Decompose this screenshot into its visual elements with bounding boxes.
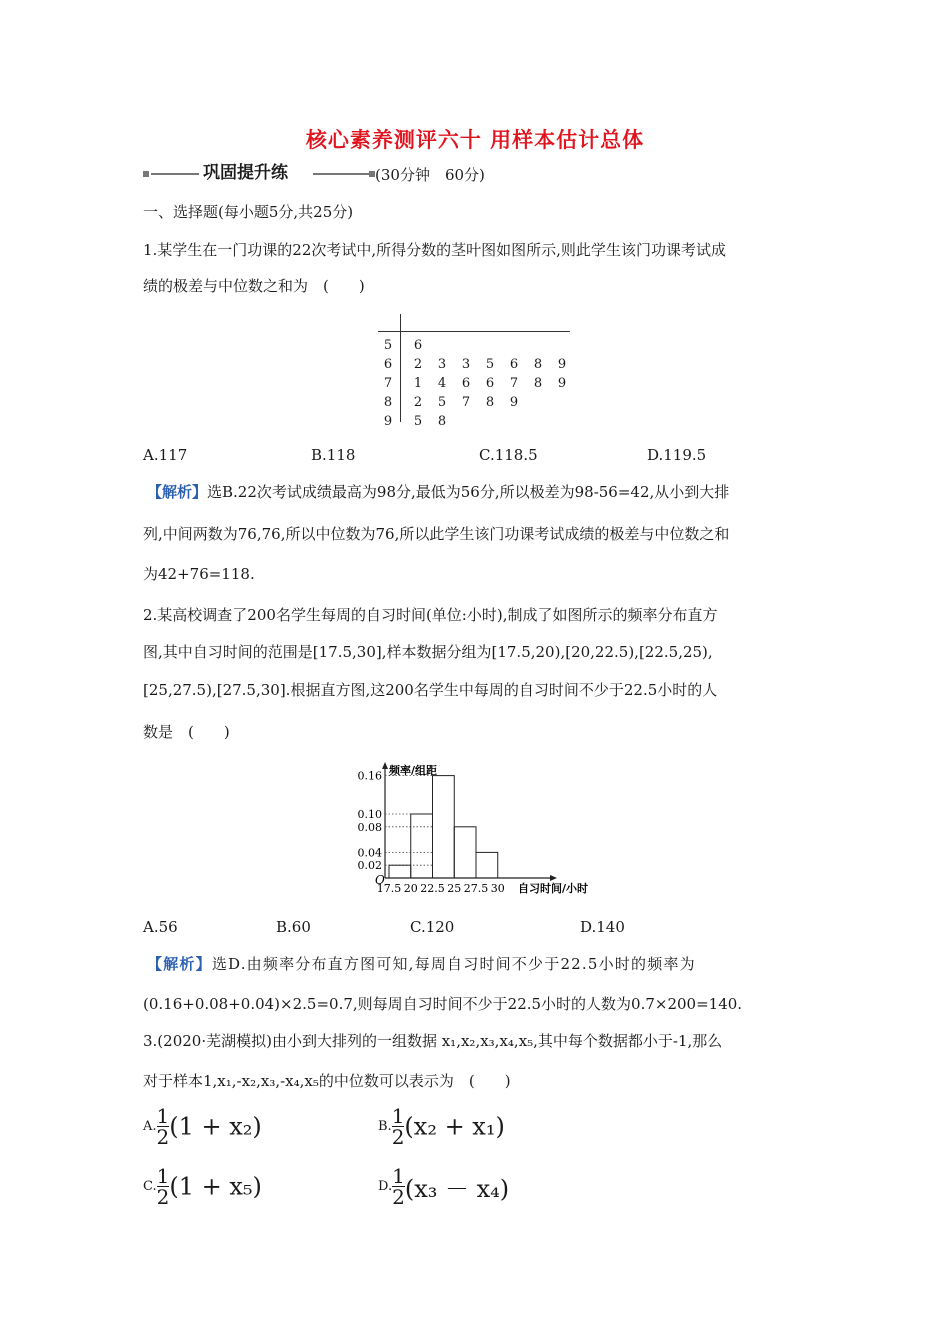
leaf-value: 9 (557, 376, 567, 391)
leaf-value: 2 (413, 357, 423, 372)
q2-option-d[interactable]: D.140 (580, 918, 625, 936)
stem-value: 6 (383, 357, 393, 372)
q2-option-c[interactable]: C.120 (410, 918, 455, 936)
q2-option-a[interactable]: A.56 (143, 918, 178, 936)
leaf-value: 3 (437, 357, 447, 372)
q3-option-d[interactable] (378, 1166, 509, 1207)
origin-label: O (375, 873, 385, 887)
q3-option-c-fraction (157, 1166, 170, 1207)
q3-option-a-label: A. (143, 1119, 157, 1134)
q1-analysis1-text: 选B.22次考试成绩最高为98分,最低为56分,所以极差为98-56=42,从小到大排 (207, 483, 730, 501)
leaf-value: 5 (437, 395, 447, 410)
stem-gap (398, 393, 406, 412)
leaf-value: 8 (533, 376, 543, 391)
leaf-value: 6 (509, 357, 519, 372)
q3-option-c-label: C. (143, 1179, 157, 1194)
q1-option-b[interactable]: B.118 (311, 446, 356, 464)
stem-leaf-row (378, 355, 574, 374)
histogram-bar (454, 827, 476, 878)
q3-option-a-expr: (1 + x₂) (169, 1112, 262, 1141)
q3-option-a-fraction (157, 1106, 170, 1147)
stem-gap (398, 374, 406, 393)
x-tick-label: 30 (490, 882, 505, 895)
x-tick-label: 20 (403, 882, 418, 895)
q3-option-c-expr: (1 + x₅) (169, 1172, 262, 1201)
stem-leaf-hline (378, 331, 570, 332)
histogram-bar (433, 776, 455, 878)
q3-line2: 对于样本1,x₁,-x₂,x₃,-x₄,x₅的中位数可以表示为 ( ) (143, 1072, 511, 1090)
leaf-value: 6 (485, 376, 495, 391)
stem-gap (398, 336, 406, 355)
q2-line2: 图,其中自习时间的范围是[17.5,30],样本数据分组为[17.5,20),[20,22.5),[22.5,25), (143, 643, 713, 661)
q3-option-d-num: 1 (392, 1164, 405, 1188)
q2-option-b[interactable]: B.60 (276, 918, 311, 936)
q3-option-d-expr: (x₃ － x₄) (404, 1175, 510, 1203)
stem-leaf-row (378, 412, 574, 431)
stem-leaf-row (378, 336, 574, 355)
leaf-value: 7 (461, 395, 471, 410)
x-axis-label: 自习时间/小时 (518, 882, 589, 895)
x-tick-label: 22.5 (420, 882, 445, 895)
q2-analysis1 (147, 954, 696, 974)
q2-line1: 2.某高校调查了200名学生每周的自习时间(单位:小时),制成了如图所示的频率分布直方 (143, 606, 718, 624)
q3-option-b[interactable] (378, 1106, 505, 1147)
q3-option-b-label: B. (378, 1119, 392, 1134)
q3-line1: 3.(2020·芜湖模拟)由小到大排列的一组数据 x₁,x₂,x₃,x₄,x₅,其中每个数据都小于-1,那么 (143, 1032, 723, 1050)
stem-value: 7 (383, 376, 393, 391)
q3-option-d-label: D. (378, 1179, 393, 1194)
leaf-value: 1 (413, 376, 423, 391)
q1-line1: 1.某学生在一门功课的22次考试中,所得分数的茎叶图如图所示,则此学生该门功课考试成 (143, 241, 726, 259)
leaf-value: 8 (437, 414, 447, 429)
stem-value: 8 (383, 395, 393, 410)
banner-line-left (151, 173, 199, 175)
leaf-value: 9 (557, 357, 567, 372)
q2-analysis2: (0.16+0.08+0.04)×2.5=0.7,则每周自习时间不少于22.5小时的人数为0.7×200=140. (143, 995, 743, 1013)
q3-option-d-fraction (392, 1166, 405, 1207)
q3-option-c-num: 1 (156, 1164, 170, 1188)
banner-time: (30分钟 60分) (375, 166, 485, 184)
leaf-value: 2 (413, 395, 423, 410)
q1-analysis2: 列,中间两数为76,76,所以中位数为76,所以此学生该门功课考试成绩的极差与中位数之和 (143, 525, 730, 543)
stem-leaf-plot (378, 314, 578, 429)
q3-option-a-den: 2 (156, 1125, 170, 1149)
q1-analysis3: 为42+76=118. (143, 565, 255, 583)
q2-line4: 数是 ( ) (143, 723, 230, 741)
banner-dot-left (143, 171, 149, 177)
stem-value: 9 (383, 414, 393, 429)
leaf-value: 9 (509, 395, 519, 410)
banner-label: 巩固提升练 (203, 163, 288, 183)
leaf-value: 7 (509, 376, 519, 391)
y-tick-label: 0.16 (357, 769, 382, 783)
x-axis-arrow (550, 875, 557, 881)
x-tick-label: 27.5 (463, 882, 489, 895)
leaf-value: 8 (533, 357, 543, 372)
histogram-bar (389, 865, 411, 878)
q3-option-d-den: 2 (392, 1185, 405, 1209)
histogram-bar (411, 814, 433, 878)
q2-analysis1-text: 选D.由频率分布直方图可知,每周自习时间不少于22.5小时的频率为 (211, 955, 696, 973)
q1-option-d[interactable]: D.119.5 (647, 446, 707, 464)
page-title: 核心素养测评六十 用样本估计总体 (305, 128, 645, 152)
q3-option-c[interactable] (143, 1166, 262, 1207)
q1-line2: 绩的极差与中位数之和为 ( ) (143, 277, 365, 295)
q1-option-c[interactable]: C.118.5 (479, 446, 538, 464)
histogram-bar (476, 852, 498, 878)
q3-option-b-expr: (x₂ + x₁) (404, 1112, 505, 1141)
y-axis-arrow (382, 762, 388, 769)
y-axis-label: 频率/组距 (389, 764, 438, 777)
leaf-value: 6 (461, 376, 471, 391)
stem-value: 5 (383, 338, 393, 353)
y-tick-label: 0.04 (357, 846, 382, 860)
q3-option-b-num: 1 (391, 1104, 405, 1128)
leaf-value: 4 (437, 376, 447, 391)
stem-leaf-row (378, 393, 574, 412)
q1-analysis1 (147, 482, 729, 502)
stem-leaf-row (378, 374, 574, 393)
q3-option-b-den: 2 (391, 1125, 405, 1149)
q2-line3: [25,27.5),[27.5,30].根据直方图,这200名学生中每周的自习时间不少于22.5小时的人 (143, 681, 718, 699)
leaf-value: 3 (461, 357, 471, 372)
stem-leaf-table (378, 336, 574, 431)
banner-line-right (313, 173, 369, 175)
leaf-value: 6 (413, 338, 423, 353)
frequency-histogram (350, 760, 610, 900)
stem-gap (398, 412, 406, 431)
q3-option-b-fraction (392, 1106, 405, 1147)
y-tick-label: 0.10 (357, 808, 382, 821)
q2-analysis-tag: 【解析】 (147, 955, 212, 973)
leaf-value: 5 (413, 414, 423, 429)
q1-analysis-tag: 【解析】 (147, 483, 208, 501)
q3-option-a[interactable] (143, 1106, 262, 1147)
part-heading: 一、选择题(每小题5分,共25分) (143, 203, 354, 221)
section-banner (143, 162, 563, 186)
leaf-value: 5 (485, 357, 495, 372)
leaf-value: 8 (485, 395, 495, 410)
y-tick-label: 0.02 (357, 859, 382, 873)
x-tick-label: 25 (447, 882, 462, 895)
y-tick-label: 0.08 (357, 820, 382, 834)
q3-option-a-num: 1 (156, 1104, 170, 1128)
q3-option-c-den: 2 (156, 1185, 170, 1209)
x-tick-label: 17.5 (376, 882, 402, 895)
stem-gap (398, 355, 406, 374)
q1-option-a[interactable]: A.117 (143, 446, 188, 464)
